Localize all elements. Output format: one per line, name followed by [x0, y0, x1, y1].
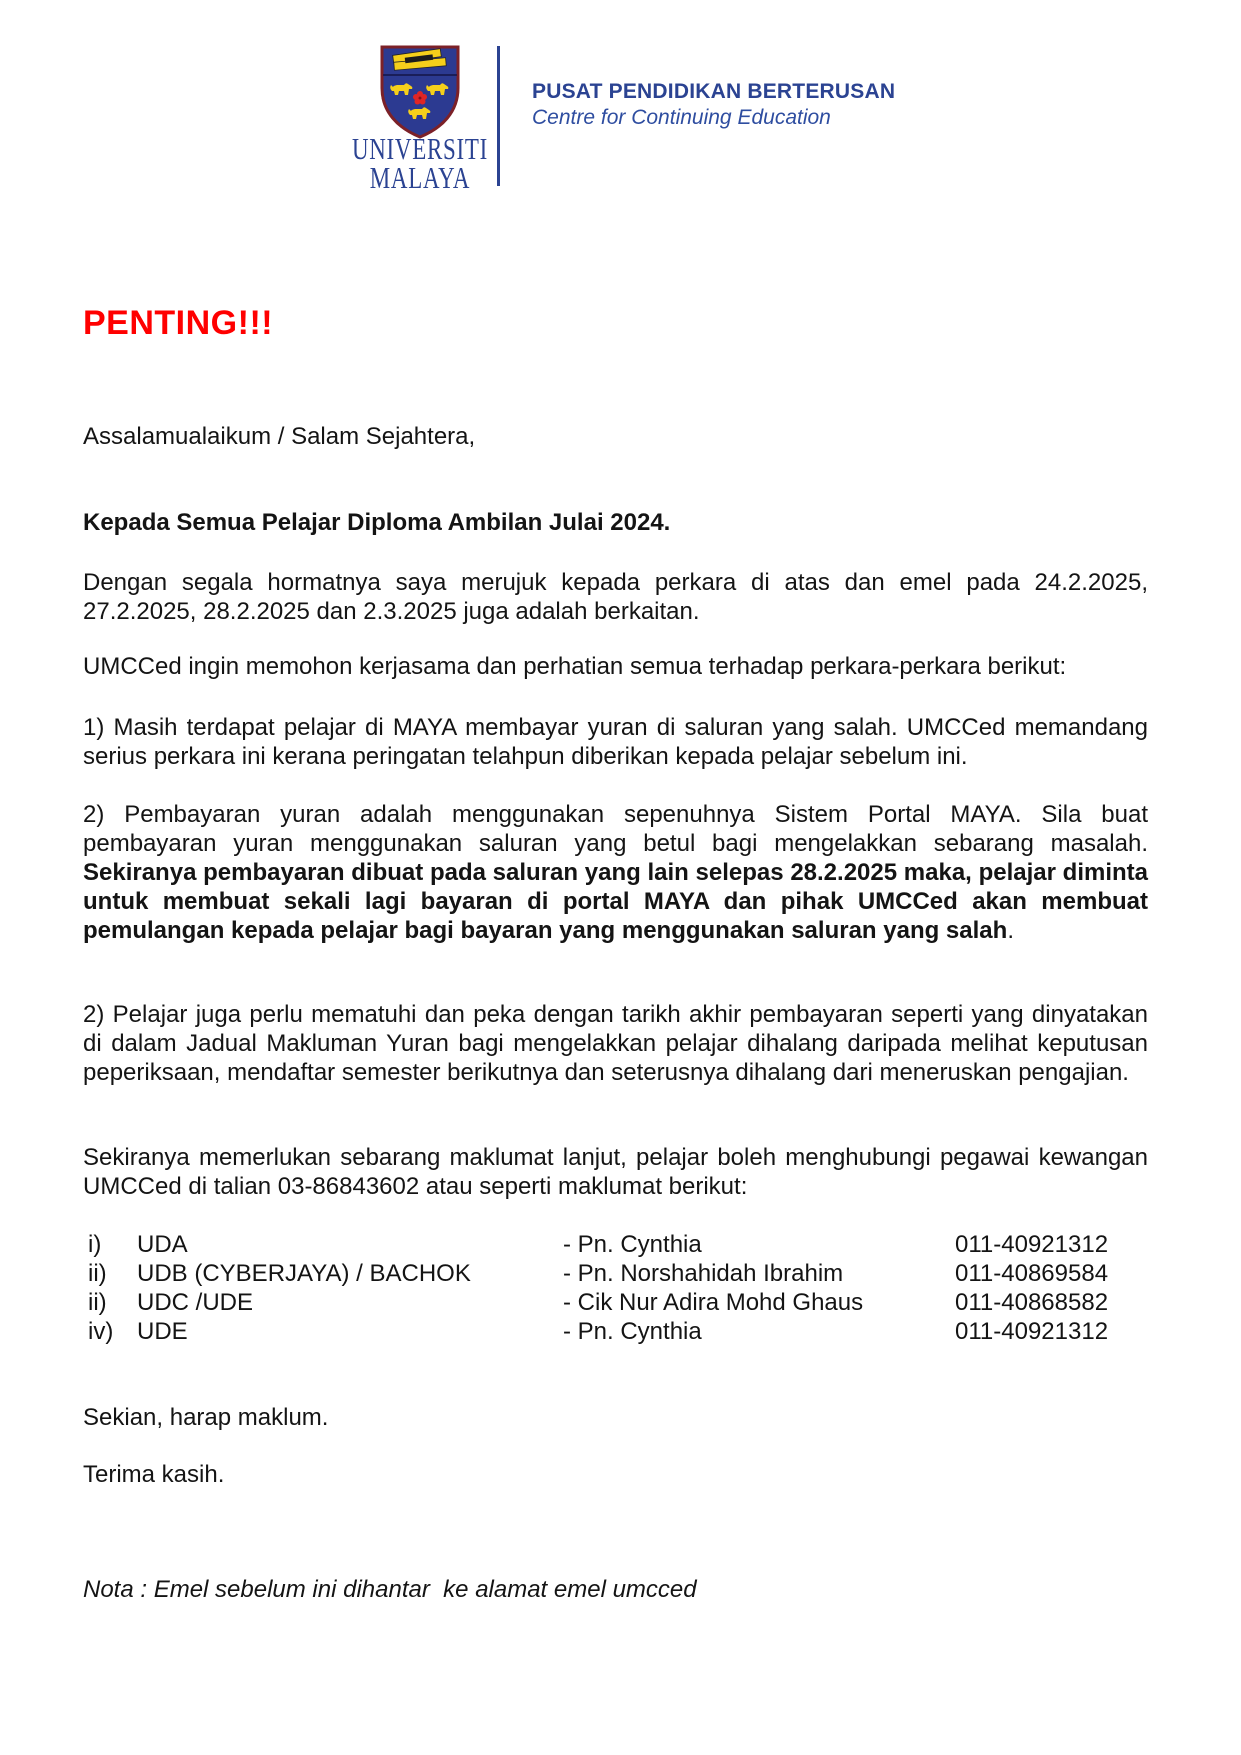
department-name — [532, 79, 895, 131]
contact-program: UDE — [137, 1318, 188, 1345]
contact-info-paragraph: Sekiranya memerlukan sebarang maklumat lanjut, pelajar boleh menghubungi pegawai kewangan UMCCed di talian 03-86843602 atau seperti maklumat berikut: — [83, 1144, 1148, 1200]
contact-person: - Cik Nur Adira Mohd Ghaus — [563, 1289, 864, 1316]
contact-list — [83, 1230, 1148, 1346]
contact-phone: 011-40869584 — [955, 1260, 1109, 1287]
contact-person: - Pn. Norshahidah Ibrahim — [563, 1260, 844, 1287]
contact-person: - Pn. Cynthia — [563, 1318, 702, 1345]
contact-row — [83, 1317, 1148, 1346]
contact-numeral: iv) — [88, 1318, 114, 1345]
university-name — [325, 131, 515, 195]
contact-row — [83, 1259, 1148, 1288]
item2-normal-text: 2) Pembayaran yuran adalah menggunakan sepenuhnya Sistem Portal MAYA. Sila buat pembayaran yuran menggunakan saluran yang betul bagi mengelakkan sebarang masalah. — [83, 801, 1148, 857]
contact-phone: 011-40921312 — [955, 1318, 1109, 1345]
thanks-line: Terima kasih. — [83, 1461, 225, 1488]
contact-program: UDA — [137, 1231, 188, 1258]
important-heading: PENTING!!! — [83, 304, 274, 342]
contact-phone: 011-40868582 — [955, 1289, 1109, 1316]
letterhead-divider — [497, 46, 500, 186]
contact-numeral: ii) — [88, 1289, 107, 1316]
addressee-line: Kepada Semua Pelajar Diploma Ambilan Julai 2024. — [83, 509, 671, 536]
department-name-english: Centre for Continuing Education — [532, 106, 831, 129]
item2-period: . — [1007, 917, 1014, 944]
university-name-line2: MALAYA — [369, 160, 471, 195]
item3-paragraph: 2) Pelajar juga perlu mematuhi dan peka dengan tarikh akhir pembayaran seperti yang dinyatakan di dalam Jadual Makluman Yuran bagi mengelakkan pelajar dihalang daripada melihat keputusan peperiksaan, mendaftar semester berikutnya dan seterusnya dihalang dari meneruskan pengajian. — [83, 1001, 1148, 1086]
contact-phone: 011-40921312 — [955, 1231, 1109, 1258]
university-crest-icon — [378, 44, 462, 145]
item2-paragraph — [83, 800, 1148, 945]
university-name-line1: UNIVERSITI — [351, 131, 489, 166]
contact-numeral: ii) — [88, 1260, 107, 1287]
request-paragraph: UMCCed ingin memohon kerjasama dan perhatian semua terhadap perkara-perkara berikut: — [83, 653, 1067, 680]
item2-bold-text: Sekiranya pembayaran dibuat pada saluran yang lain selepas 28.2.2025 maka, pelajar diminta untuk membuat sekali lagi bayaran di portal MAYA dan pihak UMCCed akan membuat pemulangan kepada pelajar bagi bayaran yang menggunakan saluran yang salah — [83, 859, 1148, 944]
contact-row — [83, 1288, 1148, 1317]
intro-paragraph: Dengan segala hormatnya saya merujuk kepada perkara di atas dan emel pada 24.2.2025, 27.2.2025, 28.2.2025 dan 2.3.2025 juga adalah berkaitan. — [83, 569, 1148, 625]
note-line: Nota : Emel sebelum ini dihantar ke alamat emel umcced — [83, 1576, 697, 1603]
department-name-malay: PUSAT PENDIDIKAN BERTERUSAN — [532, 80, 896, 103]
closing-line: Sekian, harap maklum. — [83, 1404, 329, 1431]
contact-program: UDC /UDE — [137, 1289, 254, 1316]
contact-row — [83, 1230, 1148, 1259]
contact-person: - Pn. Cynthia — [563, 1231, 702, 1258]
contact-program: UDB (CYBERJAYA) / BACHOK — [137, 1260, 471, 1287]
contact-numeral: i) — [88, 1231, 102, 1258]
salutation: Assalamualaikum / Salam Sejahtera, — [83, 423, 476, 450]
item1-paragraph: 1) Masih terdapat pelajar di MAYA membayar yuran di saluran yang salah. UMCCed memandang serius perkara ini kerana peringatan telahpun diberikan kepada pelajar sebelum ini. — [83, 714, 1148, 770]
